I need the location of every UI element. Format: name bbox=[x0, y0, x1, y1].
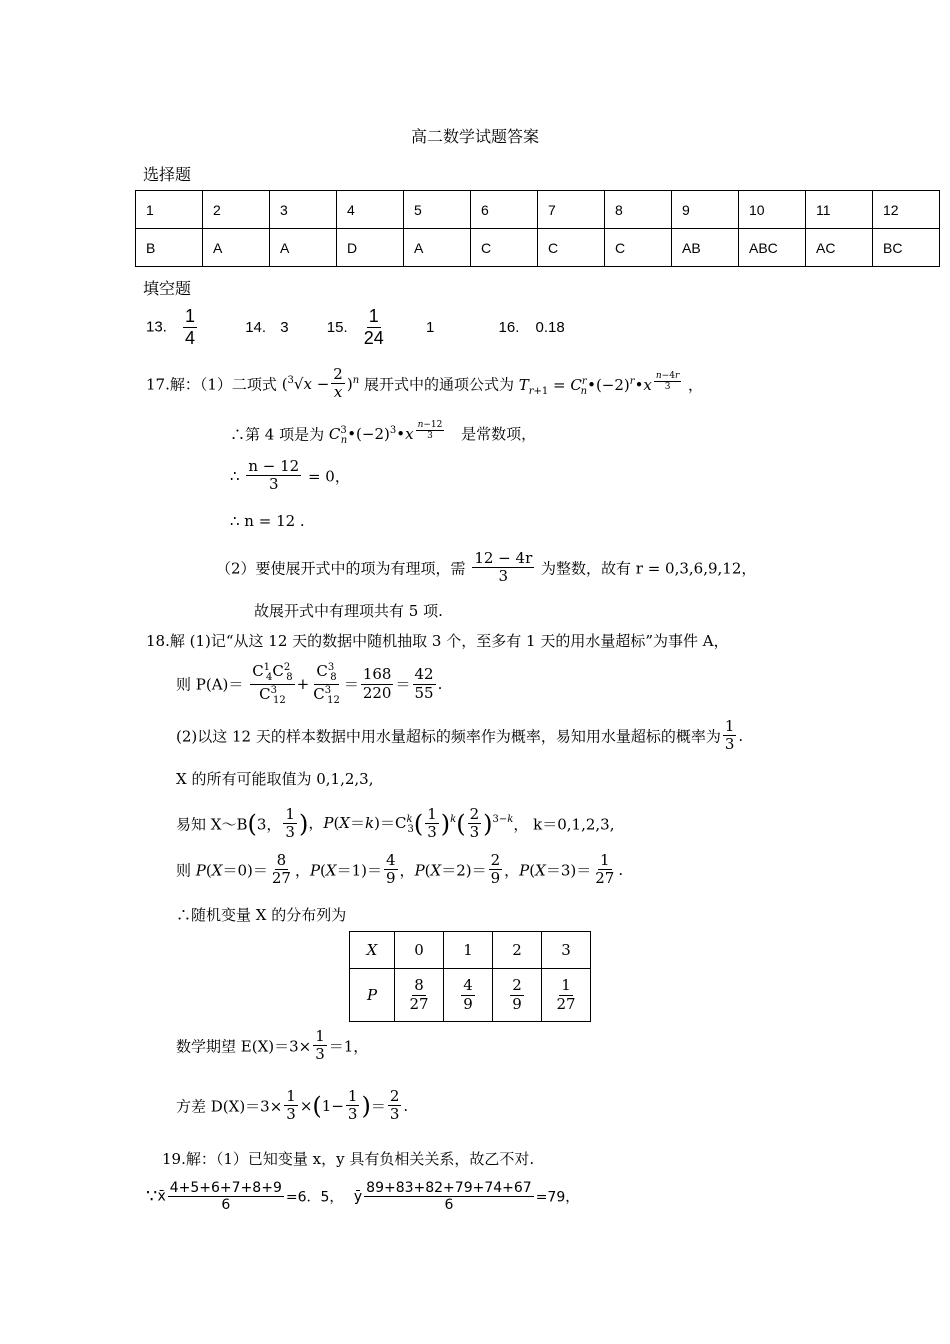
q16-value: 0.18 bbox=[535, 318, 565, 336]
q17-n-minus-12-fraction: $\frac{n - 12}{3}$ bbox=[248, 457, 300, 494]
q17-part2-pre: （2）要使展开式中的项为有理项，需 bbox=[216, 559, 466, 578]
q18-line3: (2)以这 12 天的样本数据中用水量超标的频率作为概率，易知用水量超标的概率为 $\frac{1}{3}$ . bbox=[176, 717, 744, 754]
dist-p-label: P bbox=[350, 969, 395, 1022]
q17-binomial-expression: ($^3$√x − bbox=[281, 374, 330, 393]
q17-expand-text: 展开式中的通项公式为 bbox=[363, 375, 514, 394]
q18-line4: X 的所有可能取值为 0,1,2,3, bbox=[176, 770, 374, 788]
distribution-table bbox=[349, 931, 591, 1022]
q18-p3: $\frac{1}{27}$ bbox=[595, 851, 615, 888]
q19-ybar-value: =79， bbox=[535, 1189, 580, 1206]
q18-result-fraction-1: $\frac{168}{220}$ bbox=[362, 665, 392, 702]
q17-therefore: ∴ bbox=[230, 466, 240, 485]
q17-line2 bbox=[230, 420, 536, 446]
answer-row bbox=[136, 229, 940, 267]
dist-header-0: 0 bbox=[395, 932, 444, 969]
dist-header-3: 3 bbox=[542, 932, 591, 969]
q18-comb-fraction-1: $\frac{C^1_4C^2_8}{C^3_{12}}$ bbox=[252, 662, 293, 706]
q17-line3 bbox=[230, 458, 350, 494]
q18-expectation-result: ＝1， bbox=[328, 1037, 369, 1056]
q17-intro: 17.解：（1）二项式 bbox=[146, 375, 277, 394]
q18-probability-text: (2)以这 12 天的样本数据中用水量超标的频率作为概率，易知用水量超标的概率为 bbox=[176, 727, 721, 746]
answer-cell: A bbox=[203, 229, 270, 267]
q17-part2 bbox=[216, 550, 756, 586]
q18-variance-text: 方差 D(X)＝3× bbox=[176, 1097, 283, 1116]
q17-equals-zero: = 0， bbox=[307, 467, 350, 486]
dist-header-2: 2 bbox=[493, 932, 542, 969]
section-choice-heading: 选择题 bbox=[143, 165, 192, 184]
q18-line9: 方差 D(X)＝3× $\frac{1}{3}$ ×(1− $\frac{1}{3}$ )＝ $\frac{2}{3}$ . bbox=[176, 1087, 409, 1124]
q17-conclusion: 故展开式中有理项共有 5 项. bbox=[254, 602, 443, 620]
q19-ybar-fraction: $\frac{89+83+82+79+74+67}{6}$ bbox=[366, 1180, 532, 1214]
question-number-cell: 6 bbox=[471, 191, 538, 229]
answer-cell: A bbox=[270, 229, 337, 267]
q18-expectation-text: 数学期望 E(X)＝3× bbox=[176, 1037, 312, 1056]
q19-xbar-fraction: $\frac{4+5+6+7+8+9}{6}$ bbox=[169, 1180, 282, 1214]
dist-p3: $\frac{1}{27}$ bbox=[542, 969, 591, 1022]
q18-k-values: k＝0,1,2,3, bbox=[533, 815, 615, 834]
dist-header-1: 1 bbox=[444, 932, 493, 969]
question-number-cell: 4 bbox=[337, 191, 404, 229]
choice-answer-table bbox=[135, 190, 940, 267]
question-number-cell: 3 bbox=[270, 191, 337, 229]
answer-cell: D bbox=[337, 229, 404, 267]
q18-result-fraction-2: $\frac{42}{55}$ bbox=[414, 665, 434, 702]
fill-answers bbox=[146, 306, 565, 348]
section-fill-heading: 填空题 bbox=[143, 279, 192, 298]
q17-fourth-term-text: ∴第 4 项是为 bbox=[230, 425, 325, 444]
answer-cell: C bbox=[471, 229, 538, 267]
q17-part2-post: 为整数，故有 r = 0,3,6,9,12， bbox=[541, 559, 757, 578]
q19-line1: 19.解：（1）已知变量 x，y 具有负相关关系，故乙不对. bbox=[162, 1150, 535, 1168]
answer-cell: AC bbox=[806, 229, 873, 267]
q13-fraction bbox=[183, 306, 197, 348]
question-number-cell: 8 bbox=[605, 191, 672, 229]
q14-value: 3 bbox=[280, 318, 289, 336]
answer-cell: BC bbox=[873, 229, 940, 267]
q18-line1: 18.解 (1)记“从这 12 天的数据中随机抽取 3 个，至多有 1 天的用水量超标”为事件 A， bbox=[146, 632, 729, 650]
question-number-cell: 1 bbox=[136, 191, 203, 229]
q18-binomial-text: 易知 X～B bbox=[176, 815, 248, 834]
q13-numerator: 1 bbox=[185, 306, 196, 326]
q18-p2: $\frac{2}{9}$ bbox=[490, 851, 501, 888]
q18-one-third: $\frac{1}{3}$ bbox=[724, 717, 735, 754]
q19-line2: ∵x̄ $\frac{4+5+6+7+8+9}{6}$ =6．5， ȳ $\frac{89+83+82+79+74+67}{6}$ =79， bbox=[146, 1180, 580, 1214]
distribution-header-row bbox=[350, 932, 591, 969]
question-number-cell: 7 bbox=[538, 191, 605, 229]
question-number-cell: 2 bbox=[203, 191, 270, 229]
q18-p1: $\frac{4}{9}$ bbox=[386, 851, 396, 888]
q18-line5: 易知 X～B(3， $\frac{1}{3}$ )，$P(X=k)=C^k_3$( $\frac{1}{3}$ )$^k$( $\frac{2}{3}$ )$^{3-k}$， k＝0,1,2,3, bbox=[176, 805, 615, 842]
question-number-cell: 11 bbox=[806, 191, 873, 229]
answer-cell: C bbox=[605, 229, 672, 267]
q13-denominator: 4 bbox=[185, 327, 196, 348]
answer-cell: B bbox=[136, 229, 203, 267]
q18-variance-result: $\frac{2}{3}$ bbox=[389, 1087, 400, 1124]
question-number-cell: 9 bbox=[672, 191, 739, 229]
q17-part2-fraction: $\frac{12 - 4r}{3}$ bbox=[474, 549, 533, 586]
answer-cell: C bbox=[538, 229, 605, 267]
q13-label: 13. bbox=[146, 318, 167, 336]
answer-cell: A bbox=[404, 229, 471, 267]
question-number-cell: 10 bbox=[739, 191, 806, 229]
q17-line1: 17.解：（1）二项式 ($^3$√x − $\frac{2}{x}$ )$^n$ 展开式中的通项公式为 $T_{r+1}$ = $C^r_n•(-2)^r•x$ $^{\frac{n-4r}{3}}$ ， bbox=[146, 365, 704, 402]
q17-constant-term-text: 是常数项， bbox=[461, 425, 537, 444]
q18-comb-fraction-2: $\frac{C^3_8}{C^3_{12}}$ bbox=[313, 662, 340, 706]
q18-line7: ∴随机变量 X 的分布列为 bbox=[176, 906, 347, 924]
q15-fraction bbox=[362, 306, 386, 348]
q17-general-term: $T_{r+1}$ = $C^r_n•(-2)^r•x$ $^{\frac{n-4r}{3}}$ ， bbox=[518, 370, 704, 397]
q17-line4: ∴ n = 12 . bbox=[230, 512, 305, 530]
q18-pa-text: 则 P(A)＝ bbox=[176, 675, 244, 694]
q18-line8: 数学期望 E(X)＝3× $\frac{1}{3}$ ＝1， bbox=[176, 1027, 369, 1064]
q16-label: 16. bbox=[498, 318, 520, 336]
q17-fourth-term-expr: $C^3_n•(-2)^3•x$ $^{\frac{n-12}{3}}$ bbox=[328, 420, 443, 447]
q14-label: 14. bbox=[245, 318, 267, 336]
q17-two-over-x: $\frac{2}{x}$ bbox=[333, 365, 343, 402]
question-number-cell: 12 bbox=[873, 191, 940, 229]
question-number-row bbox=[136, 191, 940, 229]
q18-p0: $\frac{8}{27}$ bbox=[271, 851, 291, 888]
distribution-prob-row bbox=[350, 969, 591, 1022]
q15-denominator: 24 bbox=[363, 327, 384, 348]
q15-numerator: 1 bbox=[368, 306, 379, 326]
q18-then: 则 bbox=[176, 861, 192, 880]
dist-p2: $\frac{2}{9}$ bbox=[493, 969, 542, 1022]
dist-p0: $\frac{8}{27}$ bbox=[395, 969, 444, 1022]
answer-cell: ABC bbox=[739, 229, 806, 267]
dist-p1: $\frac{4}{9}$ bbox=[444, 969, 493, 1022]
q18-line2: 则 P(A)＝ $\frac{C^1_4C^2_8}{C^3_{12}}$ + $\frac{C^3_8}{C^3_{12}}$ ＝ $\frac{168}{220}$ ＝ $\frac{42}{55}$ . bbox=[176, 662, 443, 706]
dist-header-x: X bbox=[350, 932, 395, 969]
answer-cell: AB bbox=[672, 229, 739, 267]
question-number-cell: 5 bbox=[404, 191, 471, 229]
q15-label: 15. bbox=[326, 318, 348, 336]
q18-line6: 则 P(X＝0)＝ $\frac{8}{27}$ ，P(X＝1)＝ $\frac{4}{9}$ ，P(X＝2)＝ $\frac{2}{9}$ ，P(X＝3)＝ $\frac{1}{27}$ . bbox=[176, 851, 624, 888]
q19-xbar-value: =6．5， bbox=[285, 1189, 344, 1206]
q15-extra-value: 1 bbox=[426, 318, 435, 336]
page-title: 高二数学试题答案 bbox=[410, 127, 539, 146]
